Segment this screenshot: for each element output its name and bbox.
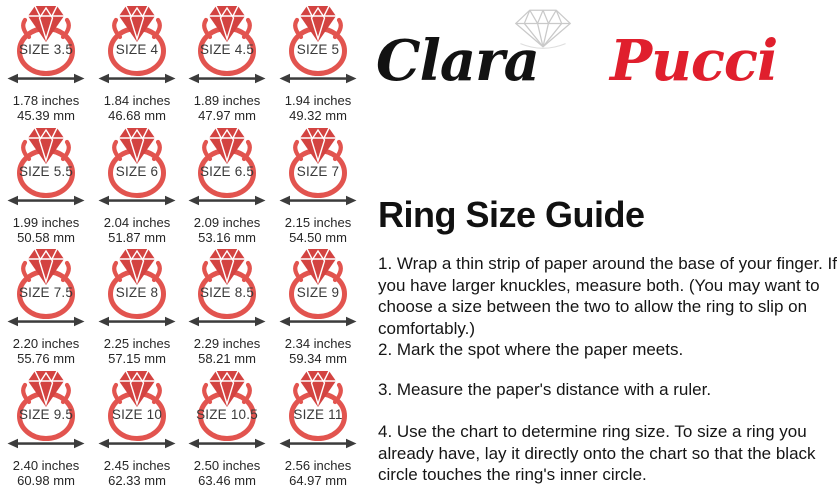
ring-cell — [92, 369, 182, 489]
ring-size-label: SIZE 8.5 — [199, 285, 255, 300]
ring-cell — [182, 369, 272, 489]
ring-cell — [1, 369, 91, 489]
ring-icon — [189, 247, 265, 321]
ring-mm: 64.97 mm — [289, 473, 347, 488]
ring-inches: 1.84 inches — [103, 93, 171, 108]
ring-icon — [280, 247, 356, 321]
ring-cell — [182, 126, 272, 246]
ring-icon — [189, 126, 265, 200]
ring-cell — [92, 126, 182, 246]
ring-mm: 58.21 mm — [198, 351, 256, 366]
ring-icon — [8, 247, 84, 321]
ring-size-label: SIZE 5.5 — [18, 164, 74, 179]
ring-mm: 63.46 mm — [198, 473, 256, 488]
ring-cell — [273, 4, 363, 124]
ring-size-label: SIZE 6 — [115, 164, 159, 179]
ring-mm: 62.33 mm — [108, 473, 166, 488]
ring-size-label: SIZE 11 — [293, 407, 343, 422]
ring-inches: 2.20 inches — [12, 336, 80, 351]
ring-inches: 1.99 inches — [12, 215, 80, 230]
brand-name-pucci: Pucci — [610, 28, 778, 94]
ring-inches: 2.56 inches — [284, 458, 352, 473]
ring-cell — [273, 126, 363, 246]
ring-size-chart — [0, 0, 370, 501]
ring-cell — [1, 126, 91, 246]
ring-size-label: SIZE 6.5 — [199, 164, 255, 179]
ring-inches: 2.15 inches — [284, 215, 352, 230]
ring-mm: 54.50 mm — [289, 230, 347, 245]
ring-mm: 60.98 mm — [17, 473, 75, 488]
ring-icon — [8, 4, 84, 78]
ring-size-label: SIZE 5 — [296, 42, 340, 57]
brand-name-clara: Clara — [376, 28, 539, 94]
ring-size-label: SIZE 10 — [111, 407, 163, 422]
ring-cell — [92, 4, 182, 124]
ring-cell — [182, 4, 272, 124]
ring-mm: 51.87 mm — [108, 230, 166, 245]
ring-inches: 1.94 inches — [284, 93, 352, 108]
ring-mm: 46.68 mm — [108, 108, 166, 123]
ring-mm: 57.15 mm — [108, 351, 166, 366]
ring-size-label: SIZE 3.5 — [18, 42, 74, 57]
ring-cell — [1, 247, 91, 367]
ring-icon — [99, 4, 175, 78]
ring-inches: 2.09 inches — [193, 215, 261, 230]
instruction-item-2: 2. Mark the spot where the paper meets. — [378, 340, 684, 359]
ring-icon — [280, 126, 356, 200]
page-title: Ring Size Guide — [378, 194, 645, 235]
ring-cell — [92, 247, 182, 367]
ring-inches: 2.40 inches — [12, 458, 80, 473]
instruction-item-4: 4. Use the chart to determine ring size. To size a ring you already have, lay it directly onto the chart so that the black circle touches the ring's inner circle. — [378, 422, 816, 484]
ring-cell — [1, 4, 91, 124]
ring-size-label: SIZE 9.5 — [18, 407, 74, 422]
ring-size-label: SIZE 4.5 — [199, 42, 255, 57]
ring-cell — [273, 369, 363, 489]
ring-size-label: SIZE 7.5 — [18, 285, 74, 300]
ring-icon — [280, 4, 356, 78]
ring-icon — [99, 369, 175, 443]
ring-inches: 1.78 inches — [12, 93, 80, 108]
ring-mm: 47.97 mm — [198, 108, 256, 123]
ring-inches: 1.89 inches — [193, 93, 261, 108]
ring-icon — [99, 126, 175, 200]
ring-inches: 2.45 inches — [103, 458, 171, 473]
ring-cell — [273, 247, 363, 367]
ring-inches: 2.25 inches — [103, 336, 171, 351]
diamond-outline-icon — [508, 6, 578, 58]
ring-size-label: SIZE 4 — [115, 42, 159, 57]
ring-inches: 2.50 inches — [193, 458, 261, 473]
ring-size-label: SIZE 9 — [296, 285, 340, 300]
ring-icon — [189, 4, 265, 78]
ring-inches: 2.04 inches — [103, 215, 171, 230]
ring-mm: 50.58 mm — [17, 230, 75, 245]
ring-mm: 53.16 mm — [198, 230, 256, 245]
ring-size-label: SIZE 10.5 — [196, 407, 258, 422]
ring-cell — [182, 247, 272, 367]
instruction-item-1: 1. Wrap a thin strip of paper around the base of your finger. If you have larger knuckles, measure both. (You may want to choose a size between the two to allow the ring to slip on comfortably.) — [378, 254, 837, 338]
ring-icon — [280, 369, 356, 443]
ring-size-label: SIZE 8 — [115, 285, 159, 300]
ring-size-label: SIZE 7 — [296, 164, 340, 179]
ring-mm: 55.76 mm — [17, 351, 75, 366]
ring-mm: 45.39 mm — [17, 108, 75, 123]
ring-mm: 49.32 mm — [289, 108, 347, 123]
brand-logo — [376, 6, 776, 102]
ring-inches: 2.34 inches — [284, 336, 352, 351]
ring-icon — [8, 369, 84, 443]
ring-icon — [99, 247, 175, 321]
ring-mm: 59.34 mm — [289, 351, 347, 366]
ring-icon — [189, 369, 265, 443]
ring-icon — [8, 126, 84, 200]
ring-inches: 2.29 inches — [193, 336, 261, 351]
instruction-item-3: 3. Measure the paper's distance with a ruler. — [378, 380, 712, 399]
